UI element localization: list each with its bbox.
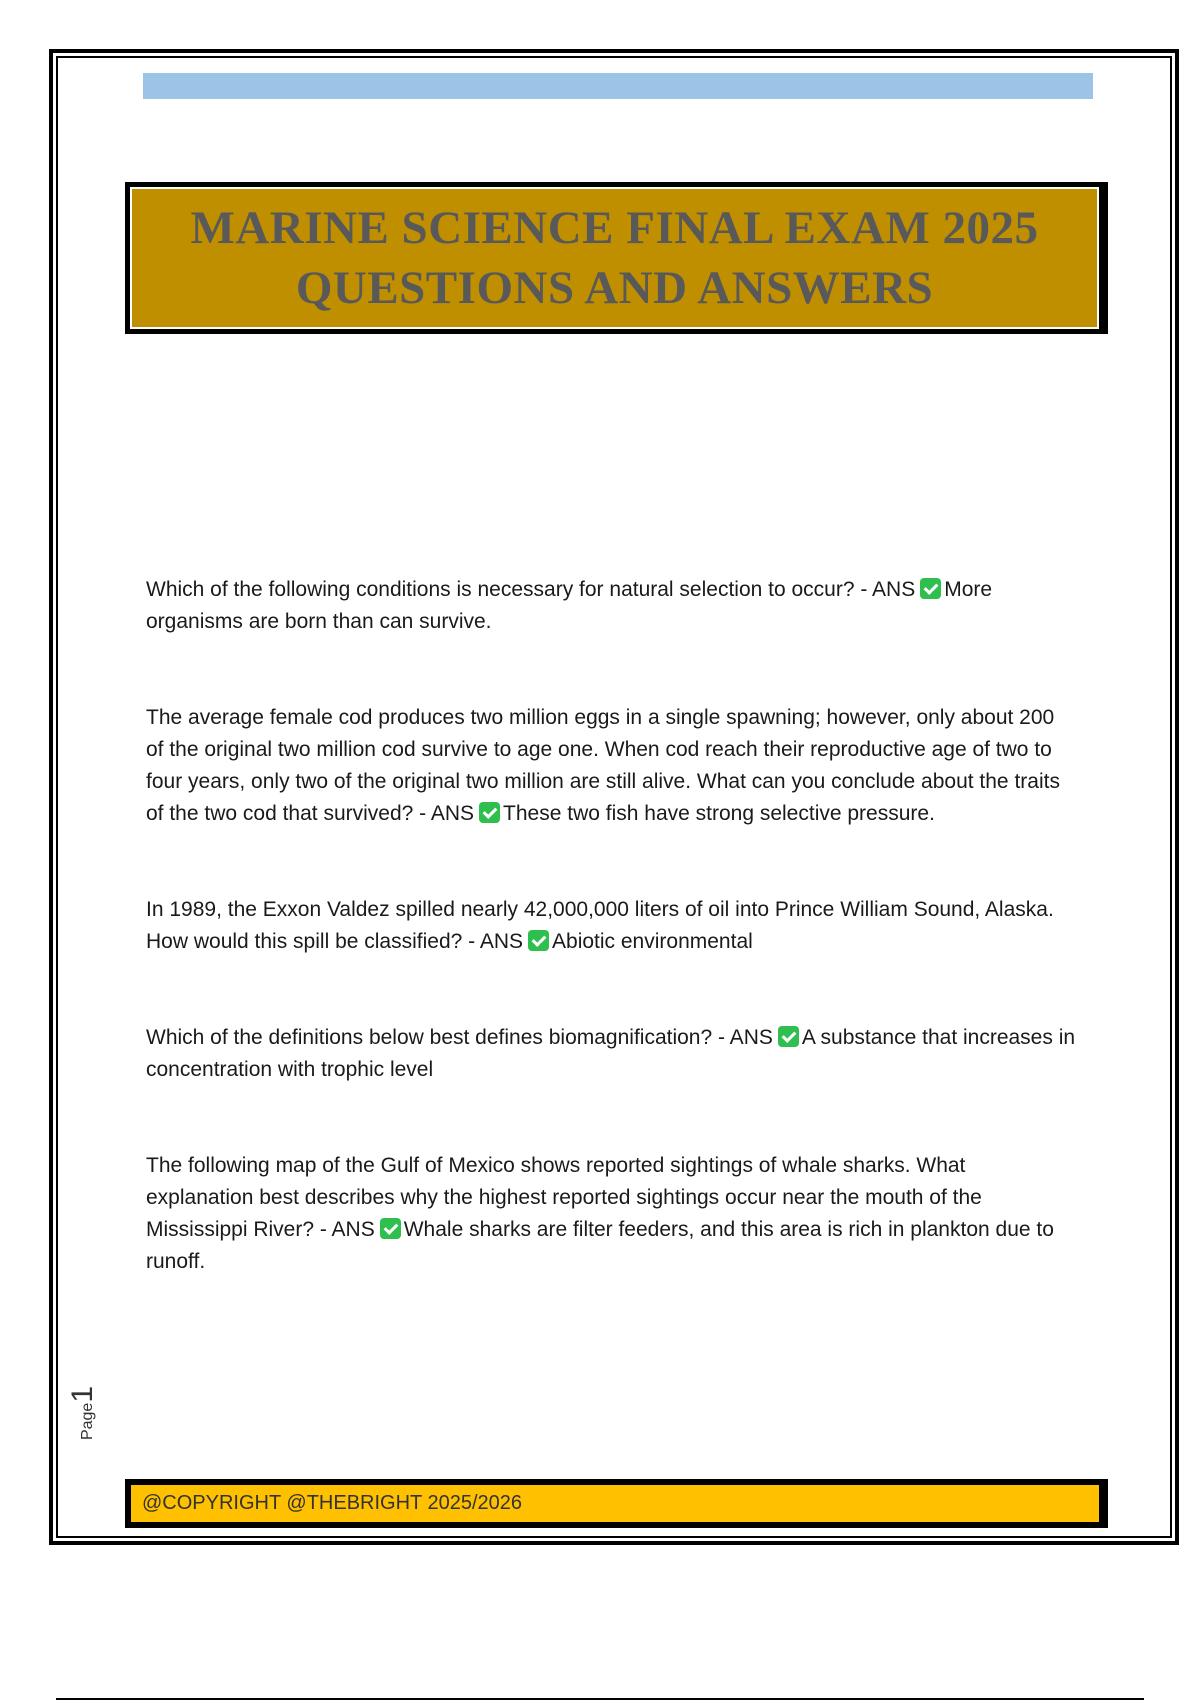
check-mark-icon (778, 1026, 799, 1047)
answer-text: Whale sharks are filter feeders, and this area is rich in plankton due to runoff. (146, 1218, 1054, 1273)
answer-marker: - ANS (468, 930, 524, 953)
footer-box (125, 1479, 1108, 1528)
check-mark-icon (528, 930, 549, 951)
copyright-text: @COPYRIGHT @THEBRIGHT 2025/2026 (142, 1492, 522, 1514)
footer-fill (131, 1485, 1099, 1522)
title-box-fill (130, 187, 1099, 329)
question-text: The following map of the Gulf of Mexico shows reported sightings of whale sharks. What explanation best describes why the highest reported sightings occur near the mouth of the Mississippi River? (146, 1154, 982, 1241)
title-box (125, 182, 1108, 334)
answer-text: A substance that increases in concentration with trophic level (146, 1026, 1076, 1081)
qa-item-5 (146, 1150, 1076, 1278)
answer-marker: - ANS (860, 578, 916, 601)
answer-text: These two fish have strong selective pressure. (503, 802, 935, 825)
answer-marker: - ANS (319, 1218, 375, 1241)
question-text: In 1989, the Exxon Valdez spilled nearly 42,000,000 liters of oil into Prince William Sound, Alaska. How would this spill be classified? (146, 898, 1054, 953)
qa-list (146, 574, 1076, 1342)
answer-text: More organisms are born than can survive. (146, 578, 993, 633)
qa-item-4 (146, 1022, 1076, 1086)
question-text: Which of the definitions below best defines biomagnification? (146, 1026, 713, 1049)
check-mark-icon (479, 802, 500, 823)
check-mark-icon (920, 578, 941, 599)
page-word: Page (79, 1402, 96, 1441)
question-text: The average female cod produces two million eggs in a single spawning; however, only about 200 of the original two million cod survive to age one. When cod reach their reproductive age of two to four years, only two of the original two million are still alive. What can you conclude about the traits of the two cod that survived? (146, 706, 1060, 825)
answer-marker: - ANS (718, 1026, 773, 1049)
header-color-bar (143, 73, 1093, 99)
document-title-line-1: MARINE SCIENCE FINAL EXAM 2025 (190, 202, 1039, 254)
check-mark-icon (380, 1218, 401, 1239)
answer-text: Abiotic environmental (552, 930, 753, 953)
qa-item-1 (146, 574, 1076, 638)
page-number-label (68, 1378, 98, 1448)
answer-marker: - ANS (419, 802, 475, 825)
question-text: Which of the following conditions is necessary for natural selection to occur? (146, 578, 855, 601)
page-number: 1 (66, 1385, 99, 1403)
qa-item-2 (146, 702, 1076, 830)
document-title-line-2: QUESTIONS AND ANSWERS (295, 262, 934, 314)
qa-item-3 (146, 894, 1076, 958)
